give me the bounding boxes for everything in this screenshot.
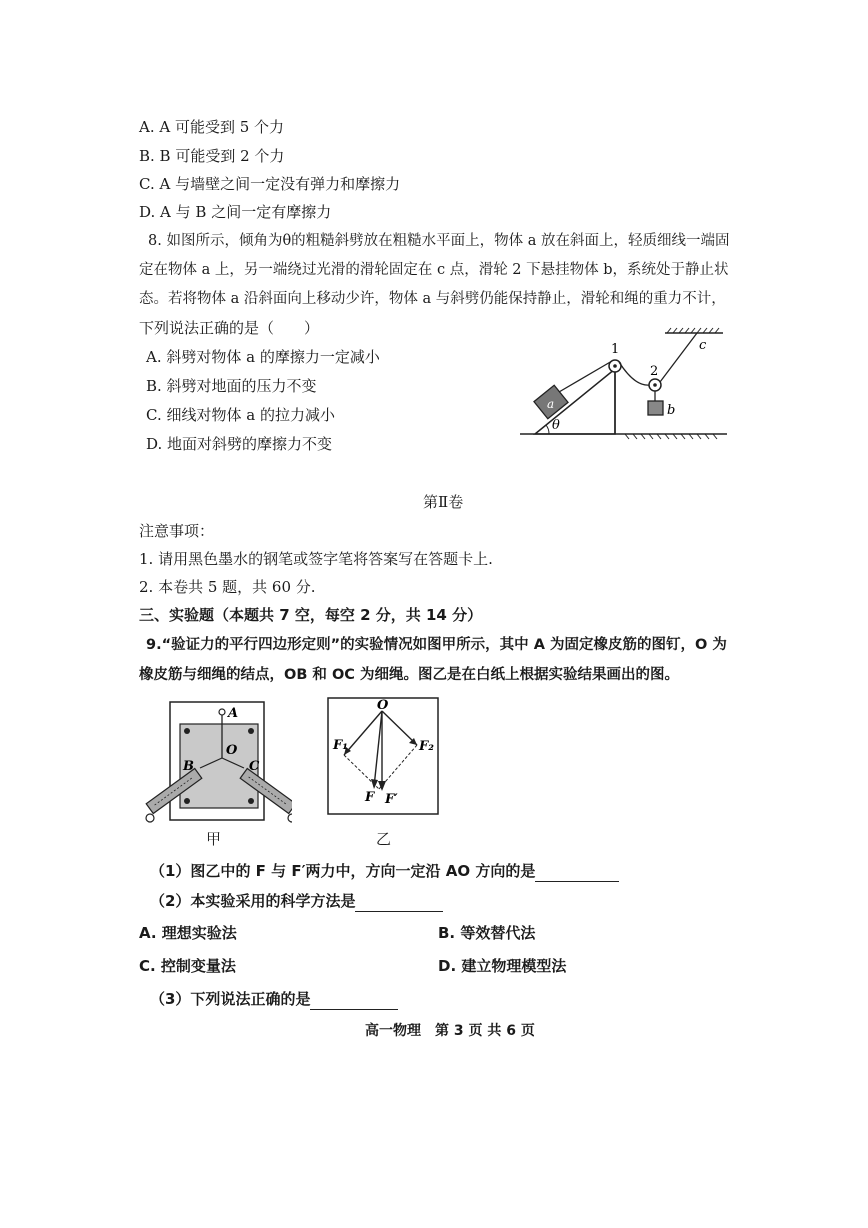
jia-label-o: O <box>226 743 238 758</box>
q9-sub2 <box>150 890 443 912</box>
jia-label-c: C <box>249 759 260 774</box>
notes-title: 注意事项： <box>139 522 215 540</box>
figure-jia-caption: 甲 <box>206 830 222 848</box>
section2-title: 第Ⅱ卷 <box>423 493 464 511</box>
q7-option-a: A. A 可能受到 5 个力 <box>139 118 285 136</box>
note-1: 1. 请用黑色墨水的钢笔或签字笔将答案写在答题卡上. <box>139 550 493 568</box>
q8-option-b: B. 斜劈对地面的压力不变 <box>146 377 317 395</box>
q8-option-d: D. 地面对斜劈的摩擦力不变 <box>146 435 333 453</box>
q9-sub3 <box>150 988 398 1010</box>
q9-choice-a: A. 理想实验法 <box>139 924 237 942</box>
q9-sub3-answer-blank <box>310 1009 398 1010</box>
yi-label-o: O <box>377 698 389 713</box>
q8-label-theta: θ <box>552 418 560 433</box>
part3-title: 三、实验题（本题共 7 空，每空 2 分，共 14 分） <box>139 606 483 624</box>
q8-stem-line1: 8. 如图所示，倾角为θ的粗糙斜劈放在粗糙水平面上，物体 a 放在斜面上，轻质细线一端固 <box>148 233 730 249</box>
q8-label-c: c <box>699 338 707 353</box>
q7-option-c: C. A 与墙壁之间一定没有弹力和摩擦力 <box>139 175 401 193</box>
q9-stem-line1: 9.“验证力的平行四边形定则”的实验情况如图甲所示，其中 A 为固定橡皮筋的图钉，O 为 <box>146 637 727 653</box>
q8-label-pulley2: 2 <box>650 364 659 379</box>
q9-sub3-text: （3）下列说法正确的是 <box>150 990 311 1008</box>
page-footer: 高一物理 第 3 页 共 6 页 <box>365 1023 535 1039</box>
yi-label-f: F <box>365 790 375 805</box>
q9-stem-line2: 橡皮筋与细绳的结点，OB 和 OC 为细绳。图乙是在白纸上根据实验结果画出的图。 <box>139 667 679 683</box>
q9-figure-yi <box>327 697 439 817</box>
q9-sub1-text: （1）图乙中的 F 与 F′两力中，方向一定沿 AO 方向的是 <box>150 862 536 880</box>
jia-label-a: A <box>228 706 239 721</box>
yi-label-fprime: F′ <box>385 792 398 807</box>
q8-stem-line3: 态。若将物体 a 沿斜面向上移动少许，物体 a 与斜劈仍能保持静止，滑轮和绳的重力不计， <box>139 291 726 307</box>
q9-figure-jia <box>142 700 292 828</box>
note-2: 2. 本卷共 5 题，共 60 分. <box>139 578 316 596</box>
q8-label-b: b <box>667 403 676 418</box>
q8-label-pulley1: 1 <box>611 342 620 357</box>
q9-choice-c: C. 控制变量法 <box>139 957 236 975</box>
q9-sub1-answer-blank <box>535 881 619 882</box>
yi-label-f1: F₁ <box>333 738 348 753</box>
q7-option-b: B. B 可能受到 2 个力 <box>139 147 285 165</box>
q8-incline-pulley-figure <box>515 325 735 450</box>
q8-stem-line4: 下列说法正确的是（ ） <box>139 319 320 337</box>
q9-sub1 <box>150 860 619 882</box>
q7-option-d: D. A 与 B 之间一定有摩擦力 <box>139 203 332 221</box>
q9-choice-b: B. 等效替代法 <box>438 924 536 942</box>
q8-label-a: a <box>547 397 555 411</box>
q8-option-c: C. 细线对物体 a 的拉力减小 <box>146 406 335 424</box>
q8-stem-line2: 定在物体 a 上，另一端绕过光滑的滑轮固定在 c 点，滑轮 2 下悬挂物体 b，系统处于静止状 <box>139 262 729 278</box>
q8-option-a: A. 斜劈对物体 a 的摩擦力一定减小 <box>146 348 380 366</box>
figure-yi-caption: 乙 <box>376 830 392 848</box>
q9-choice-d: D. 建立物理模型法 <box>438 957 567 975</box>
q9-sub2-answer-blank <box>355 911 443 912</box>
yi-label-f2: F₂ <box>419 739 434 754</box>
q9-sub2-text: （2）本实验采用的科学方法是 <box>150 892 356 910</box>
jia-label-b: B <box>183 759 194 774</box>
